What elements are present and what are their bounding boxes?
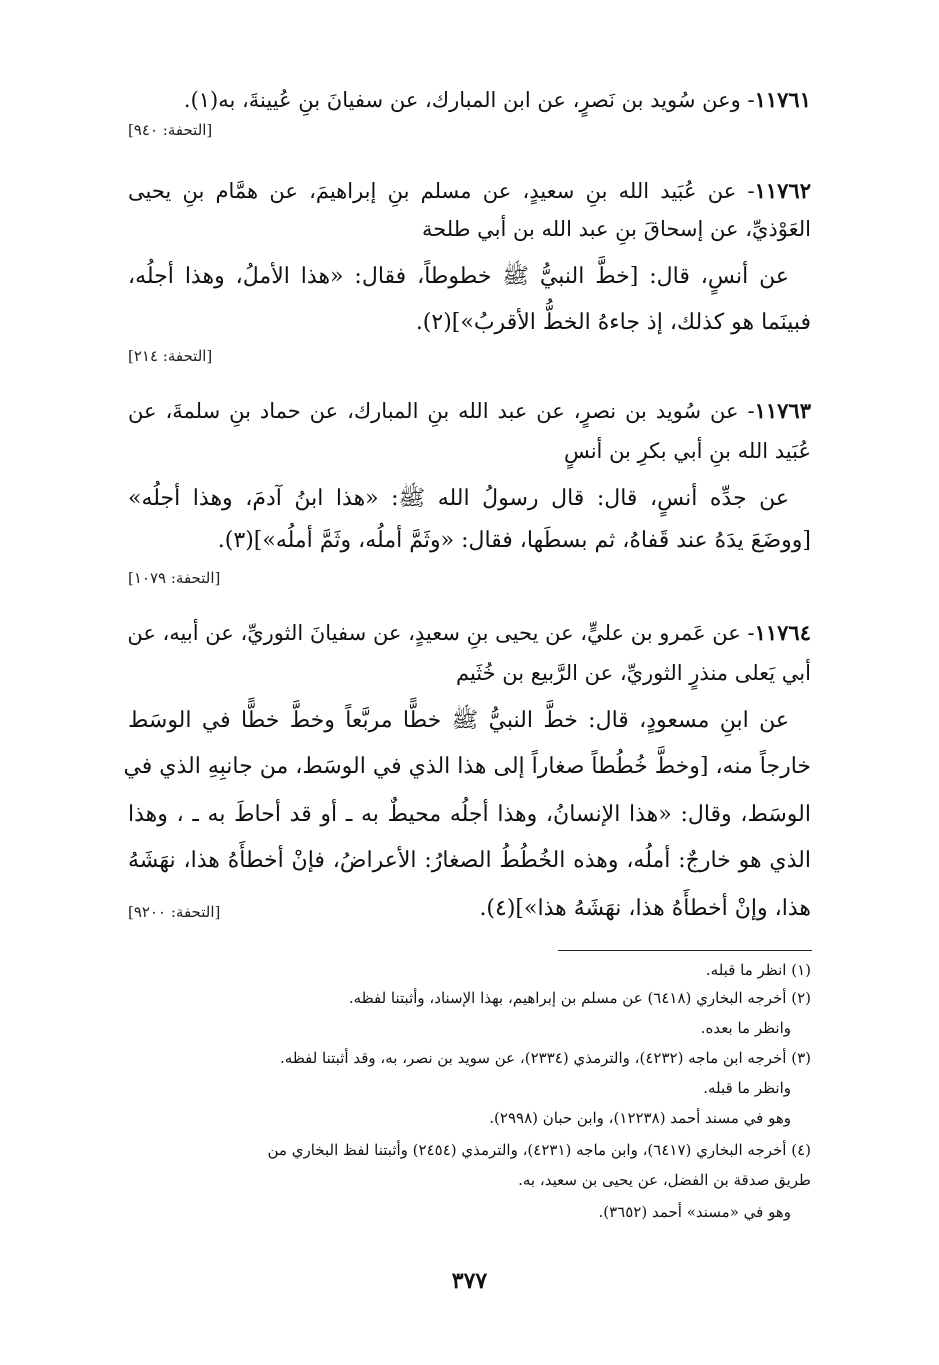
tuhfa-reference: [التحفة: ٢١٤]: [128, 347, 213, 365]
hadith-number: ١١٧٦١: [754, 87, 811, 112]
footnote-line: وهو في مسند أحمد (١٢٢٣٨)، وابن حبان (٢٩٩٨).: [489, 1109, 791, 1127]
entry-11762-line-3: عن أنسٍ، قال: [خطَّ النبيُّ ﷺ خطوطاً، فقال: «هذا الأملُ، وهذا أجلُه،: [128, 264, 789, 289]
tuhfa-reference: [التحفة: ١٠٧٩]: [128, 569, 221, 587]
page-number: ٣٧٧: [451, 1268, 488, 1294]
tuhfa-reference: [التحفة: ٩٢٠٠]: [128, 903, 221, 921]
tuhfa-reference: [التحفة: ٩٤٠]: [128, 121, 213, 139]
entry-11761-line-1: [128, 85, 811, 115]
footnote-line: (٢) أخرجه البخاري (٦٤١٨) عن مسلم بن إبراهيم، بهذا الإسناد، وأثبتنا لفظه.: [348, 989, 811, 1007]
footnote-line: (٣) أخرجه ابن ماجه (٤٢٣٢)، والترمذي (٢٣٣٤)، عن سويد بن نصر، به، وقد أثبتنا لفظه.: [280, 1049, 811, 1067]
footnote-line: (٤) أخرجه البخاري (٦٤١٧)، وابن ماجه (٤٢٣١)، والترمذي (٢٤٥٤) وأثبتنا لفظ البخاري من: [267, 1141, 811, 1159]
entry-11762-line-4: فبينَما هو كذلك، إذ جاءهُ الخطُّ الأقربُ»](٢).: [415, 310, 811, 335]
hadith-number: ١١٧٦٣: [754, 398, 811, 423]
footnote-line: وانظر ما بعده.: [700, 1019, 791, 1037]
entry-11764-line-4: خارجاً منه، [وخطَّ خُطُطاً صغاراً إلى هذا الذي في الوسَط، من جانبِهِ الذي في: [123, 754, 811, 779]
footnote-line: طريق صدقة بن الفضل، عن يحيى بن سعيد، به.: [518, 1171, 811, 1189]
footnote-separator: [558, 950, 812, 951]
hadith-text: - وعن سُويد بن نَصرٍ، عن ابن المبارك، عن سفيانَ بنِ عُيينةَ، به(١).: [183, 88, 755, 112]
entry-11764-line-6: الذي هو خارجٌ: أملُه، وهذه الخُطُطُ الصغارُ: الأعراضُ، فإنْ أخطأَهُ هذا، نهَشَهُ: [128, 848, 811, 873]
footnote-line: وهو في «مسند» أحمد (٣٦٥٢).: [598, 1203, 791, 1221]
entry-11763-line-2: عُبَيد الله بنِ أبي بكرِ بن أنسٍ: [563, 439, 811, 463]
hadith-number: ١١٧٦٢: [754, 178, 811, 203]
entry-11764-line-5: الوسَط، وقال: «هذا الإنسانُ، وهذا أجلُه محيطٌ به ـ أو قد أحاطَ به ـ ، وهذا: [128, 802, 811, 827]
entry-11764-line-7: هذا، وإنْ أخطأَهُ هذا، نهَشَهُ هذا»](٤).: [479, 896, 811, 921]
entry-11762-line-1: [128, 176, 811, 206]
footnote-line: (١) انظر ما قبله.: [705, 961, 811, 979]
hadith-number: ١١٧٦٤: [754, 620, 811, 645]
entry-11763-line-1: [128, 396, 811, 426]
hadith-text: - عن سُويد بن نصرٍ، عن عبد الله بنِ المبارك، عن حماد بنِ سلمةَ، عن: [128, 399, 755, 423]
hadith-text: - عن عَمرو بن عليٍّ، عن يحيى بنِ سعيدٍ، عن سفيانَ الثوريِّ، عن أبيه، عن: [127, 621, 755, 645]
entry-11764-line-1: [128, 618, 811, 648]
footnote-line: وانظر ما قبله.: [703, 1079, 791, 1097]
entry-11764-line-3: عن ابنِ مسعودٍ، قال: خطَّ النبيُّ ﷺ خطًّا مربَّعاً وخطَّ خطًّا في الوسَط: [128, 708, 789, 733]
entry-11764-line-2: أبي يَعلى منذرٍ الثوريِّ، عن الرَّبيع بن خُثَيم: [455, 661, 811, 685]
entry-11762-line-2: العَوْذيِّ، عن إسحاقَ بنِ عبد الله بن أبي طلحة: [421, 217, 811, 241]
hadith-text: - عن عُبَيد الله بنِ سعيدٍ، عن مسلم بنِ إبراهيمَ، عن همَّام بنِ يحيى: [128, 179, 755, 203]
entry-11763-line-3: عن جدِّه أنسٍ، قال: قال رسولُ الله ﷺ: «هذا ابنُ آدمَ، وهذا أجلُه»: [128, 486, 789, 511]
entry-11763-line-4: [ووضَعَ يدَهُ عند قَفاهُ، ثم بسطَها، فقال: «وثَمَّ أملُه، وثَمَّ أملُه»](٣).: [217, 528, 811, 553]
